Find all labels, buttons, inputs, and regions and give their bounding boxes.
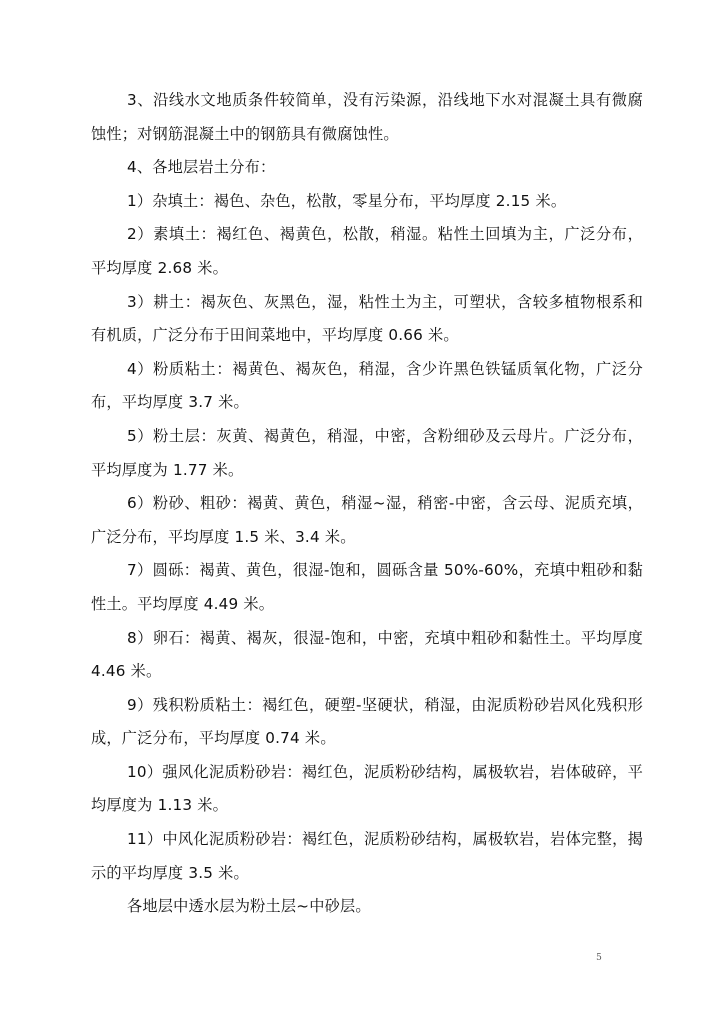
paragraph-layer-11: 11）中风化泥质粉砂岩：褐红色，泥质粉砂结构，属极软岩，岩体完整，揭示的平均厚度 3.5 米。 [91, 830, 643, 882]
paragraph-layer-8: 8）卵石：褐黄、褐灰，很湿-饱和，中密，充填中粗砂和黏性土。平均厚度 4.46 米。 [91, 628, 643, 681]
paragraph-strata-heading: 4、各地层岩土分布： [127, 158, 276, 177]
page-number: 5 [596, 953, 602, 963]
paragraph-hydrogeology: 3、沿线水文地质条件较简单，没有污染源，沿线地下水对混凝土具有微腐蚀性；对钢筋混凝土中的钢筋具有微腐蚀性。 [91, 91, 643, 143]
document-body [91, 84, 643, 924]
paragraph-layer-2: 2）素填土：褐红色、褐黄色，松散，稍湿。粘性土回填为主，广泛分布，平均厚度 2.68 米。 [91, 225, 643, 277]
paragraph-layer-10: 10）强风化泥质粉砂岩：褐红色，泥质粉砂结构，属极软岩，岩体破碎，平均厚度为 1.13 米。 [91, 762, 643, 815]
paragraph-layer-5: 5）粉土层：灰黄、褐黄色，稍湿，中密，含粉细砂及云母片。广泛分布，平均厚度为 1.77 米。 [91, 426, 643, 479]
paragraph-layer-7: 7）圆砾：褐黄、黄色，很湿-饱和，圆砾含量 50%-60%，充填中粗砂和黏性土。平均厚度 4.49 米。 [91, 561, 643, 613]
paragraph-aquifer-summary: 各地层中透水层为粉土层~中砂层。 [127, 897, 371, 916]
paragraph-layer-9: 9）残积粉质粘土：褐红色，硬塑-坚硬状，稍湿，由泥质粉砂岩风化残积形成，广泛分布，平均厚度 0.74 米。 [91, 695, 643, 748]
paragraph-layer-4: 4）粉质粘土：褐黄色、褐灰色，稍湿，含少许黑色铁锰质氧化物，广泛分布，平均厚度 3.7 米。 [91, 359, 643, 412]
paragraph-layer-6: 6）粉砂、粗砂：褐黄、黄色，稍湿~湿，稍密-中密，含云母、泥质充填，广泛分布，平均厚度 1.5 米、3.4 米。 [91, 494, 643, 546]
paragraph-layer-3: 3）耕土：褐灰色、灰黑色，湿，粘性土为主，可塑状，含较多植物根系和有机质，广泛分布于田间菜地中，平均厚度 0.66 米。 [91, 292, 643, 345]
paragraph-layer-1: 1）杂填土：褐色、杂色，松散，零星分布，平均厚度 2.15 米。 [127, 191, 567, 210]
